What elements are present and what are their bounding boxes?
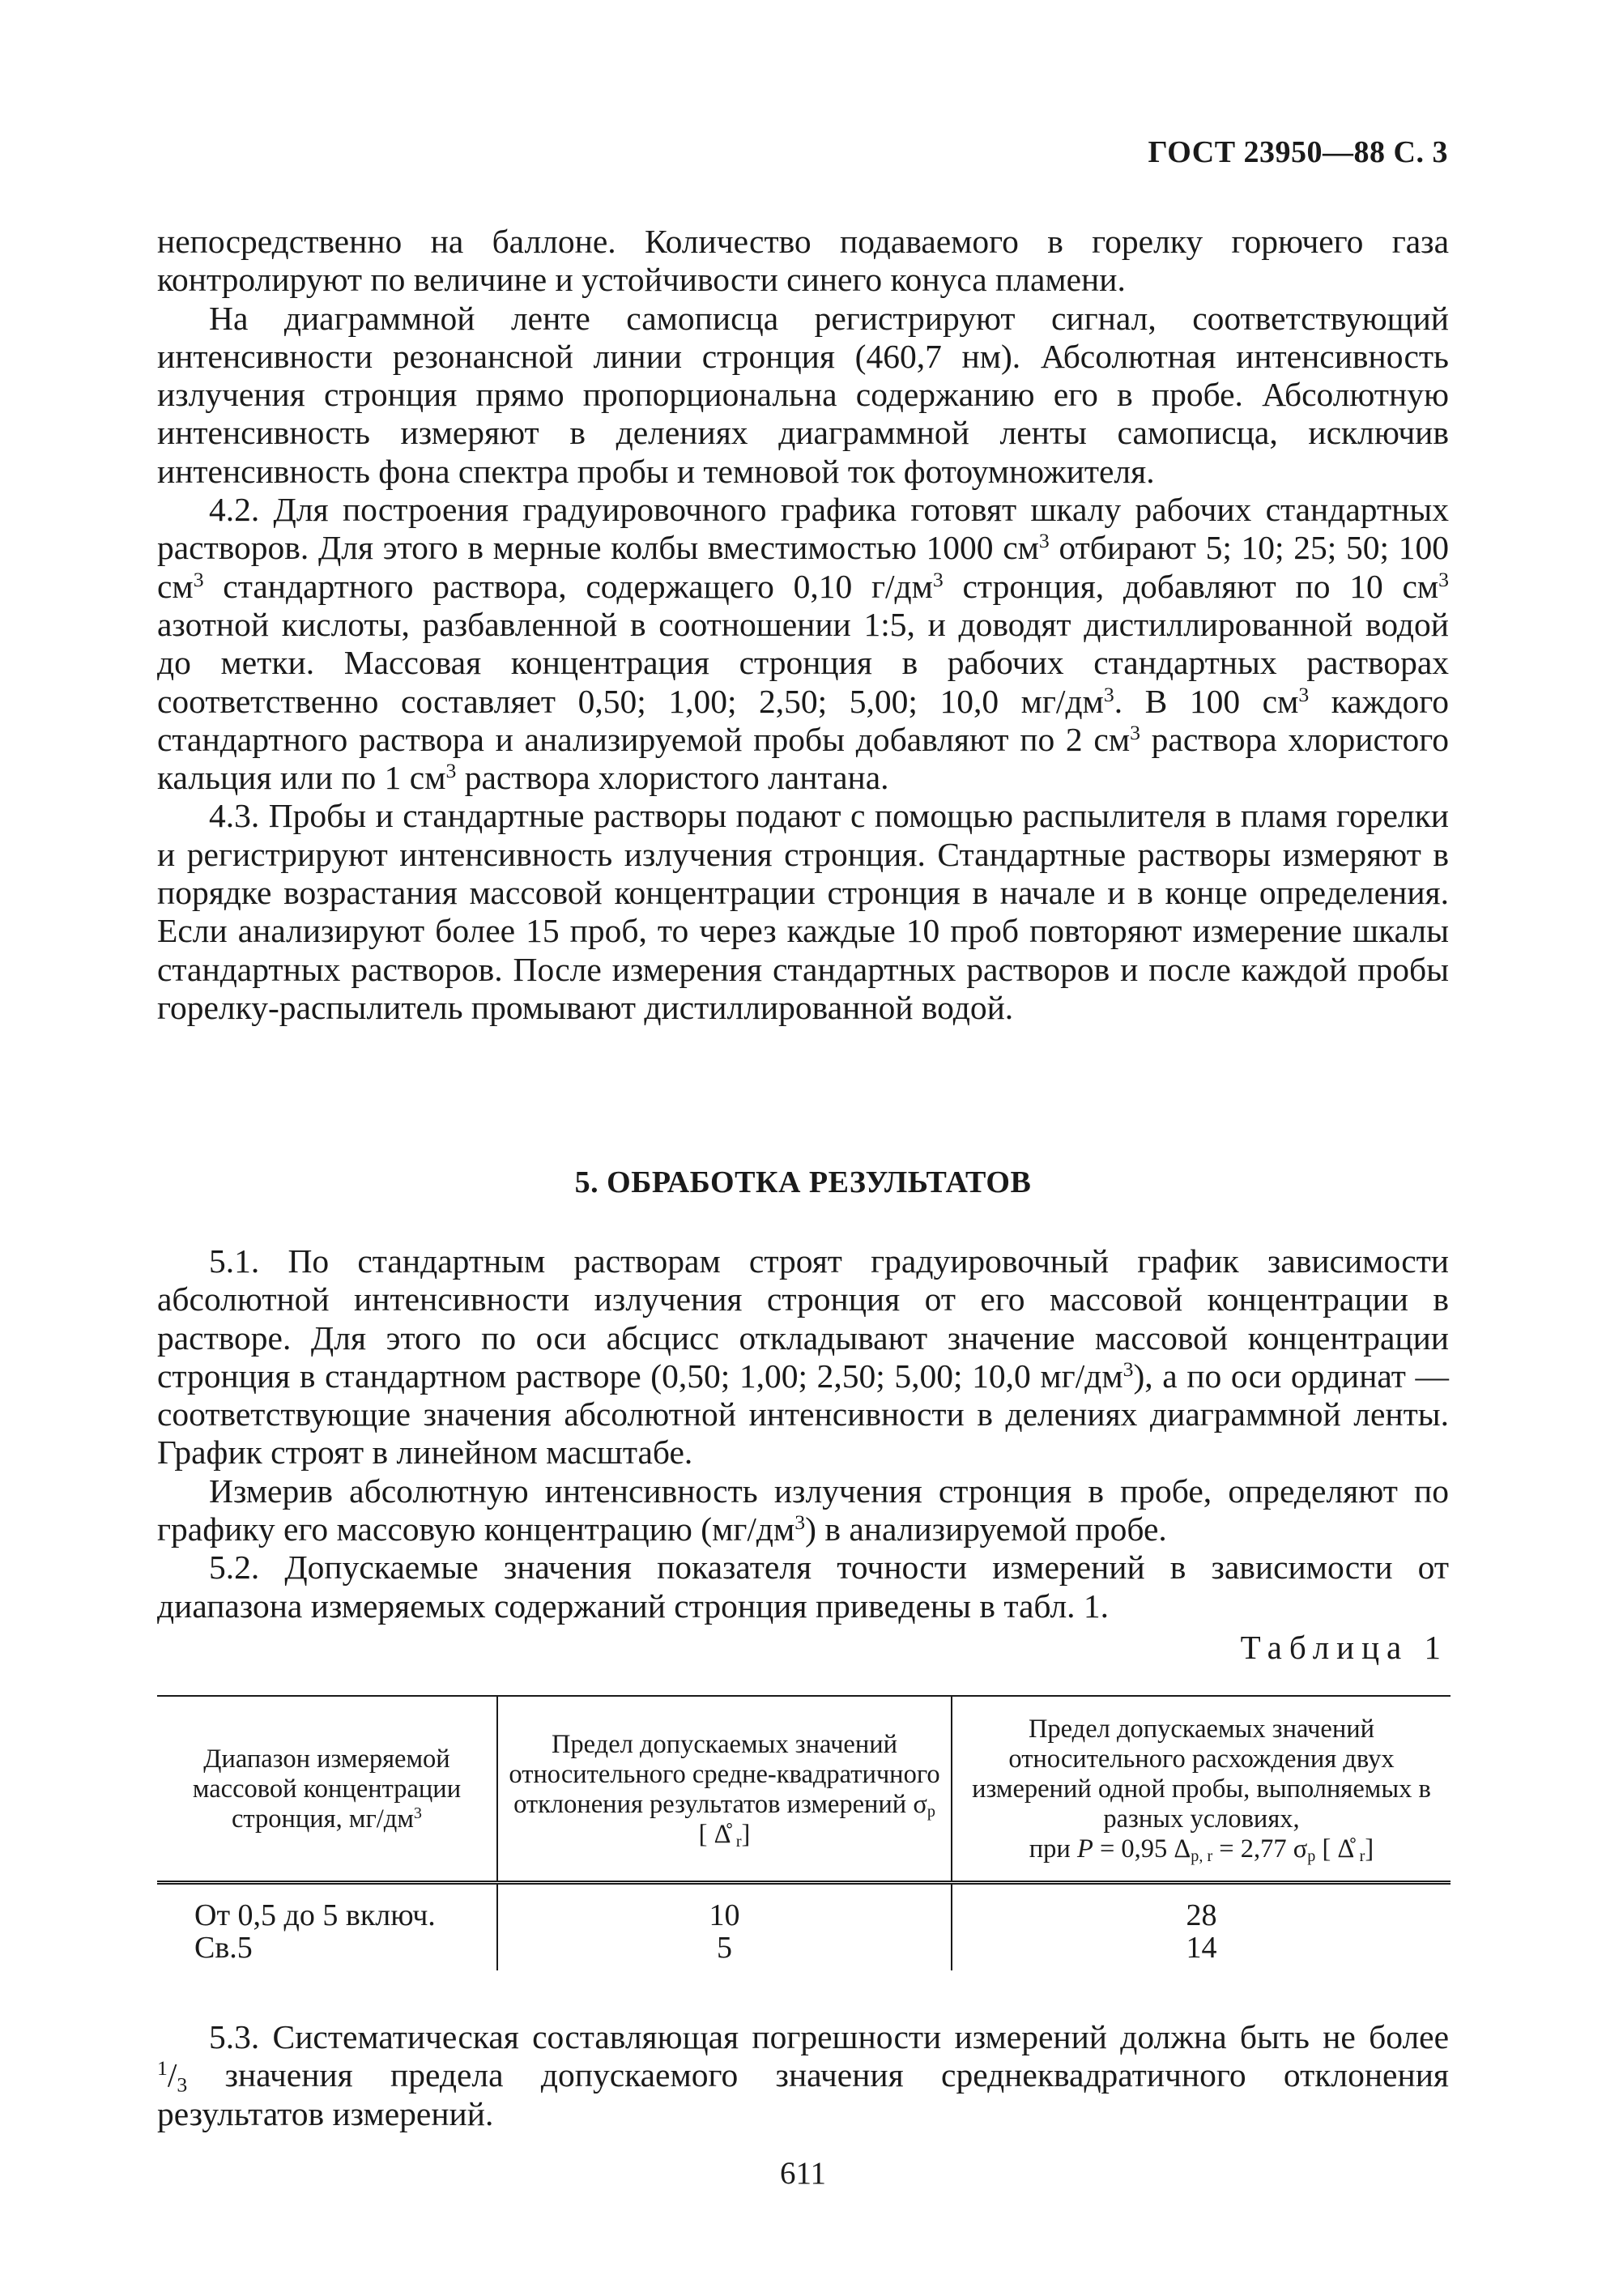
paragraph-5-2: 5.2. Допускаемые значения показателя точности измерений в зависимости от диапазона измеряемых содержаний стронция приведены в табл. 1. bbox=[157, 1548, 1449, 1625]
page-header: ГОСТ 23950—88 С. 3 bbox=[1148, 135, 1448, 169]
data-table bbox=[157, 1695, 1451, 1970]
paragraph: На диаграммной ленте самописца регистрируют сигнал, соответствующий интенсивности резонансной линии стронция (460,7 нм). Абсолютная интенсивность излучения стронция прямо пропорциональна содержанию его в пробе. Абсолютную интенсивность измеряют в делениях диаграммной ленты самописца, исключив интенсивность фона спектра пробы и темновой ток фотоумножителя. bbox=[157, 299, 1449, 490]
section-title: 5. ОБРАБОТКА РЕЗУЛЬТАТОВ bbox=[574, 1165, 1032, 1199]
cell-range: От 0,5 до 5 включ. bbox=[194, 1898, 436, 1932]
body-block-1 bbox=[157, 223, 1449, 1027]
paragraph: Измерив абсолютную интенсивность излучения стронция в пробе, определяют по графику его массовую концентрацию $(мг/дм^3)$ в анализируемой пробе. bbox=[157, 1472, 1449, 1548]
cell-rsd: 5 bbox=[497, 1932, 952, 1970]
column-header-divergence: Предел допускаемых значений относительного расхождения двух измерений одной пробы, выполняемых в разных условиях, при P = 0,95 $\Delta_{р, r} = 2,77$ $\sigma_р$ [ Δ̊ $_r$] bbox=[952, 1696, 1451, 1883]
table-caption: Таблица 1 bbox=[1240, 1629, 1448, 1666]
page-number: 611 bbox=[779, 2156, 827, 2191]
paragraph-4-3: 4.3. Пробы и стандартные растворы подают с помощью распылителя в пламя горелки и регистрируют интенсивность излучения стронция. Стандартные растворы измеряют в порядке возрастания массовой концентрации стронция в начале и в конце определения. Если анализируют более 15 проб, то через каждые 10 проб повторяют измерение шкалы стандартных растворов. После измерения стандартных растворов и после каждой пробы горелку-распылитель промывают дистиллированной водой. bbox=[157, 797, 1449, 1026]
body-block-2 bbox=[157, 1242, 1449, 1625]
paragraph-5-3: 5.3. Систематическая составляющая погрешности измерений должна быть не более $^1/_3$ значения предела допускаемого значения среднеквадратичного отклонения результатов измерений. bbox=[157, 2018, 1449, 2132]
paragraph-5-1: 5.1. По стандартным растворам строят градуировочный график зависимости абсолютной интенсивности излучения стронция от его массовой концентрации в растворе. Для этого по оси абсцисс откладывают значение массовой концентрации стронция в стандартном растворе (0,50; 1,00; 2,50; 5,00; 10,0 $мг/дм^3$), а по оси ординат — соответствующие значения абсолютной интенсивности в делениях диаграммной ленты. График строят в линейном масштабе. bbox=[157, 1242, 1450, 1472]
paragraph: непосредственно на баллоне. Количество подаваемого в горелку горючего газа контролируют по величине и устойчивости синего конуса пламени. bbox=[157, 223, 1449, 299]
cell-range: Св.5 bbox=[194, 1931, 253, 1965]
table-row bbox=[157, 1932, 1451, 1970]
table-row bbox=[157, 1883, 1451, 1932]
paragraph-4-2: 4.2. Для построения градуировочного графика готовят шкалу рабочих стандартных растворов. Для этого в мерные колбы вместимостью 1000 $см^3$ отбирают 5; 10; 25; 50; 100 $см^3$ стандартного раствора, содержащего 0,10 $г/дм^3$ стронция, добавляют по 10 $см^3$ азотной кислоты, разбавленной в соотношении 1:5, и доводят дистиллированной водой до метки. Массовая концентрация стронция в рабочих стандартных растворах соответственно составляет 0,50; 1,00; 2,50; 5,00; 10,0 $мг/дм^3$. В 100 $см^3$ каждого стандартного раствора и анализируемой пробы добавляют по 2 $см^3$ раствора хлористого кальция или по 1 $см^3$ раствора хлористого лантана. bbox=[157, 491, 1449, 797]
column-header-rsd: Предел допускаемых значений относительного средне-квадратичного отклонения результатов измерений $\sigma_р$ [ Δ̊ $_r$] bbox=[497, 1696, 952, 1883]
cell-diff: 14 bbox=[952, 1932, 1451, 1970]
cell-diff: 28 bbox=[952, 1883, 1451, 1932]
column-header-range: Диапазон измеряемой массовой концентрации стронция, $мг/дм^3$ bbox=[157, 1696, 497, 1883]
cell-rsd: 10 bbox=[497, 1883, 952, 1932]
body-block-3 bbox=[157, 2018, 1449, 2133]
table-header-row bbox=[157, 1696, 1451, 1883]
